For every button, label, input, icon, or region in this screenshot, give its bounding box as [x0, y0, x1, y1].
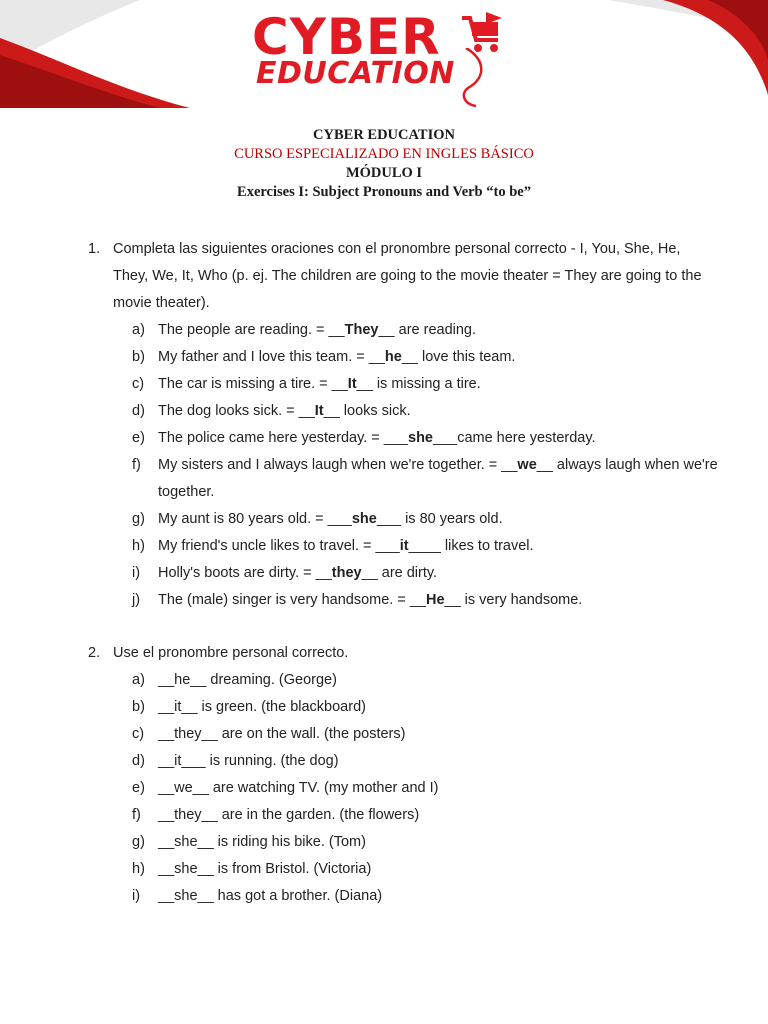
item-letter: c): [132, 726, 145, 742]
item-answer: He: [425, 592, 445, 608]
item-letter: i): [132, 888, 141, 904]
list-item: [88, 721, 718, 748]
cable-swirl-icon: [458, 48, 488, 108]
list-item: [88, 667, 718, 694]
item-text: __she__ has got a brother. (Diana): [158, 888, 383, 904]
item-text: __she__ is from Bristol. (Victoria): [158, 861, 372, 877]
item-letter: e): [132, 780, 145, 796]
module-title: MÓDULO I: [345, 165, 423, 181]
item-text: __he__ dreaming. (George): [158, 672, 337, 688]
item-text-before: My sisters and I always laugh when we're together. = __: [158, 457, 518, 473]
list-item: [88, 856, 718, 883]
question-number: 1.: [88, 241, 101, 257]
question-text: Use el pronombre personal correcto.: [113, 645, 349, 661]
item-letter: i): [132, 565, 141, 581]
list-item: [88, 560, 718, 587]
item-answer: she: [351, 511, 377, 527]
item-text-after: __ are reading.: [378, 322, 477, 338]
list-item: [88, 802, 718, 829]
list-item: [88, 344, 718, 371]
list-item: [88, 398, 718, 425]
item-letter: c): [132, 376, 145, 392]
list-item: [88, 452, 718, 506]
item-letter: f): [132, 807, 141, 823]
question-2: [88, 640, 718, 667]
question-1: [88, 236, 718, 317]
course-title: CURSO ESPECIALIZADO EN INGLES BÁSICO: [234, 146, 534, 162]
item-text-before: My aunt is 80 years old. = ___: [158, 511, 352, 527]
worksheet-header: [0, 126, 768, 202]
item-answer: it: [399, 538, 409, 554]
corner-swoosh-right: [568, 0, 768, 110]
item-text: __we__ are watching TV. (my mother and I): [158, 780, 439, 796]
item-text-before: The (male) singer is very handsome. = __: [158, 592, 426, 608]
item-text: __they__ are in the garden. (the flowers): [158, 807, 420, 823]
item-text-before: Holly's boots are dirty. = __: [158, 565, 332, 581]
item-text-before: The people are reading. = __: [158, 322, 345, 338]
item-answer: he: [384, 349, 402, 365]
item-letter: d): [132, 403, 145, 419]
item-answer: They: [344, 322, 379, 338]
question-1-items: [88, 317, 718, 614]
item-letter: e): [132, 430, 145, 446]
item-answer: she: [408, 430, 433, 446]
item-letter: h): [132, 538, 145, 554]
item-answer: they: [331, 565, 362, 581]
item-text-after: __ looks sick.: [323, 403, 411, 419]
logo-line-1: CYBER: [252, 8, 441, 66]
exercise-content: [88, 236, 718, 910]
list-item: [88, 371, 718, 398]
item-letter: a): [132, 322, 145, 338]
item-text-before: The police came here yesterday. = ___: [158, 430, 408, 446]
item-text: __it__ is green. (the blackboard): [158, 699, 366, 715]
item-text-after: ____ likes to travel.: [408, 538, 534, 554]
item-answer: we: [517, 457, 537, 473]
list-item: [88, 587, 718, 614]
item-letter: j): [132, 592, 141, 608]
item-text-after: __ is missing a tire.: [356, 376, 481, 392]
question-number: 2.: [88, 645, 101, 661]
list-item: [88, 829, 718, 856]
item-letter: d): [132, 753, 145, 769]
item-text-before: My father and I love this team. = __: [158, 349, 385, 365]
item-text-after: __ are dirty.: [361, 565, 438, 581]
corner-swoosh-left: [0, 0, 200, 110]
item-answer: It: [314, 403, 324, 419]
item-text-before: My friend's uncle likes to travel. = ___: [158, 538, 400, 554]
item-text-after: __ love this team.: [401, 349, 516, 365]
org-title: CYBER EDUCATION: [313, 127, 455, 143]
item-letter: a): [132, 672, 145, 688]
item-letter: h): [132, 861, 145, 877]
question-text: Completa las siguientes oraciones con el pronombre personal correcto - I, You, She, He, They, We, It, Who (p. ej. The children are going to the movie theater = They are going to the movie theater).: [113, 241, 702, 311]
item-letter: g): [132, 511, 145, 527]
question-2-items: [88, 667, 718, 910]
item-text-after: __ is very handsome.: [444, 592, 583, 608]
item-text: __it___ is running. (the dog): [158, 753, 339, 769]
item-text-after: ___ is 80 years old.: [376, 511, 503, 527]
list-item: [88, 533, 718, 560]
item-letter: f): [132, 457, 141, 473]
item-text: __they__ are on the wall. (the posters): [158, 726, 406, 742]
exercise-title: Exercises I: Subject Pronouns and Verb “to be”: [237, 184, 531, 200]
list-item: [88, 775, 718, 802]
item-letter: b): [132, 699, 145, 715]
item-letter: g): [132, 834, 145, 850]
item-letter: b): [132, 349, 145, 365]
list-item: [88, 883, 718, 910]
item-text-after: __ always laugh when we're together.: [158, 457, 718, 500]
item-text-before: The dog looks sick. = __: [158, 403, 315, 419]
list-item: [88, 748, 718, 775]
list-item: [88, 425, 718, 452]
logo-line-2: EDUCATION: [256, 56, 455, 91]
list-item: [88, 506, 718, 533]
item-text-after: ___came here yesterday.: [433, 430, 596, 446]
list-item: [88, 694, 718, 721]
cyber-education-logo: [240, 8, 530, 108]
list-item: [88, 317, 718, 344]
item-text-before: The car is missing a tire. = __: [158, 376, 348, 392]
item-text: __she__ is riding his bike. (Tom): [158, 834, 366, 850]
item-answer: It: [347, 376, 357, 392]
